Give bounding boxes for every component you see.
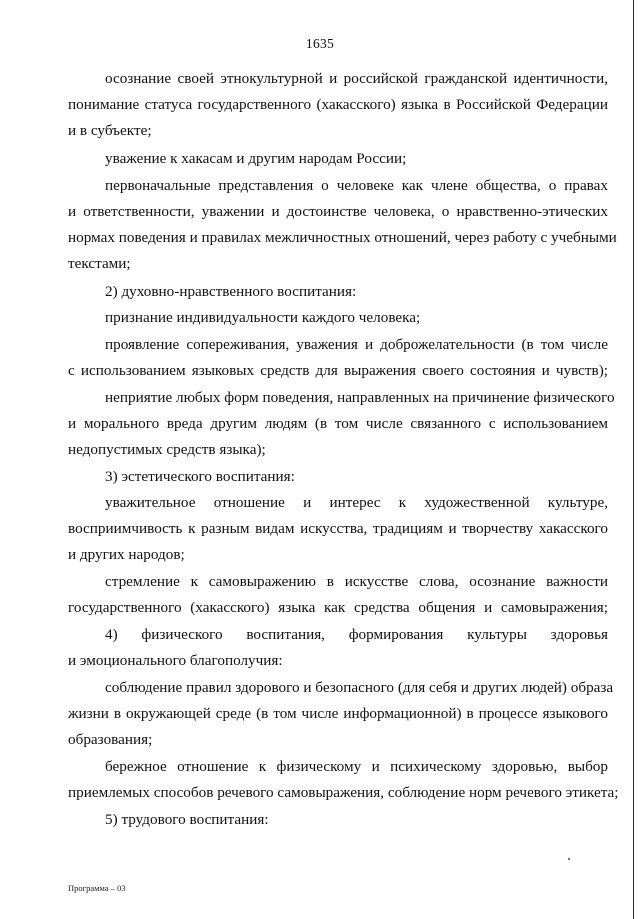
- text-line: 2) духовно-нравственного воспитания:: [105, 283, 357, 300]
- text-line: уважительное отношение и интерес к художественной культуре,: [105, 494, 608, 511]
- text-line: признание индивидуальности каждого человека;: [105, 309, 421, 326]
- scan-speck: [568, 858, 570, 860]
- text-line: и морального вреда другим людям (в том числе связанного с использованием: [68, 415, 608, 432]
- text-line: и эмоционального благополучия:: [68, 652, 283, 669]
- text-line: государственного (хакасского) языка как средства общения и самовыражения;: [68, 599, 608, 616]
- text-line: соблюдение правил здорового и безопасного (для себя и других людей) образа: [105, 679, 614, 696]
- text-line: с использованием языковых средств для выражения своего состояния и чувств);: [68, 362, 608, 379]
- text-line: стремление к самовыражению в искусстве слова, осознание важности: [105, 573, 608, 590]
- text-line: первоначальные представления о человеке как члене общества, о правах: [105, 177, 608, 194]
- text-line: образования;: [68, 731, 153, 748]
- text-line: 3) эстетического воспитания:: [105, 468, 295, 485]
- text-line: понимание статуса государственного (хакасского) языка в Российской Федерации: [68, 96, 608, 113]
- text-line: проявление сопереживания, уважения и доброжелательности (в том числе: [105, 336, 608, 353]
- text-line: текстами;: [68, 255, 131, 272]
- text-line: и в субъекте;: [68, 122, 152, 139]
- text-line: приемлемых способов речевого самовыражения, соблюдение норм речевого этикета;: [68, 784, 619, 801]
- text-line: нормах поведения и правилах межличностных отношений, через работу с учебными: [68, 229, 617, 246]
- text-line: и других народов;: [68, 546, 185, 563]
- text-line: недопустимых средств языка);: [68, 441, 266, 458]
- text-line: восприимчивость к разным видам искусства, традициям и творчеству хакасского: [68, 520, 608, 537]
- text-line: и ответственности, уважении и достоинстве человека, о нравственно-этических: [68, 203, 608, 220]
- text-line: 5) трудового воспитания:: [105, 811, 269, 828]
- text-line: уважение к хакасам и другим народам России;: [105, 150, 407, 167]
- text-line: 4) физического воспитания, формирования культуры здоровья: [105, 626, 608, 643]
- scan-edge-line: [633, 0, 634, 919]
- text-line: неприятие любых форм поведения, направленных на причинение физического: [105, 389, 615, 406]
- text-line: осознание своей этнокультурной и российской гражданской идентичности,: [105, 70, 608, 87]
- footer-note: Программа – 03: [68, 883, 126, 893]
- text-line: бережное отношение к физическому и психическому здоровью, выбор: [105, 758, 608, 775]
- text-line: жизни в окружающей среде (в том числе информационной) в процессе языкового: [68, 705, 608, 722]
- page-number: 1635: [305, 36, 335, 51]
